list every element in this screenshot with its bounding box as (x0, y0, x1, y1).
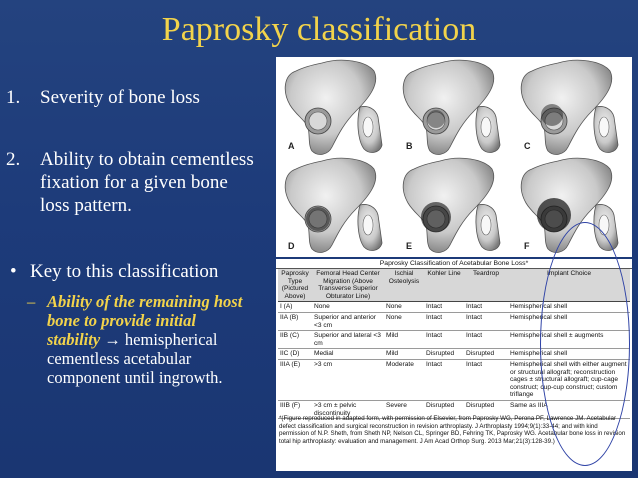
implant-choice-highlight-oval (540, 222, 630, 466)
table-cell: Same as IIIA (508, 400, 630, 418)
table-cell: IIIA (E) (278, 359, 312, 400)
table-cell: Hemispherical shell ± augments (508, 331, 630, 349)
table-cell: None (312, 302, 384, 313)
point-1-number: 1. (6, 87, 21, 108)
table-cell: Intact (424, 331, 464, 349)
pelvis-panel-d (285, 158, 382, 252)
point-2-number: 2. (6, 149, 21, 170)
slide-title: Paprosky classification (161, 11, 477, 48)
point-1-text: Severity of bone loss (40, 87, 200, 108)
header-kohler: Kohler Line (424, 269, 464, 302)
table-cell: Disrupted (424, 400, 464, 418)
sub-bullet (27, 292, 253, 387)
dash-marker: – (27, 292, 36, 311)
point-2-text: Ability to obtain cementless fixation for a given bone loss pattern. (40, 149, 254, 216)
table-cell: Moderate (384, 359, 424, 400)
table-cell: Superior and anterior <3 cm (312, 312, 384, 330)
table-cell: Intact (424, 312, 464, 330)
table-cell: >3 cm (312, 359, 384, 400)
table-cell: Intact (464, 302, 508, 313)
panel-label-c: C (524, 141, 531, 151)
table-cell: IIIB (F) (278, 400, 312, 418)
table-cell: >3 cm ± pelvic discontinuity (312, 400, 384, 418)
table-cell: Intact (464, 359, 508, 400)
key-text: Key to this classification (30, 261, 219, 282)
table-cell: Disrupted (464, 400, 508, 418)
table-cell: Intact (424, 302, 464, 313)
table-cell: Hemispherical shell (508, 302, 630, 313)
pelvis-panel-e (403, 158, 500, 252)
sub-bullet-text (47, 292, 253, 387)
header-migration: Femoral Head Center Migration (Above Transverse Superior Obturator Line) (312, 269, 384, 302)
table-cell: I (A) (278, 302, 312, 313)
panel-label-a: A (288, 141, 295, 151)
table-cell: Intact (464, 331, 508, 349)
table-cell: IIC (D) (278, 349, 312, 360)
table-cell: Mild (384, 331, 424, 349)
table-caption: Paprosky Classification of Acetabular Bone Loss* (276, 259, 632, 269)
pelvis-panel-b (403, 60, 500, 154)
header-ischial: Ischial Osteolysis (384, 269, 424, 302)
table-cell: Disrupted (424, 349, 464, 360)
header-implant: Implant Choice (508, 269, 630, 302)
header-teardrop: Teardrop (464, 269, 508, 302)
table-cell: Mild (384, 349, 424, 360)
table-cell: Severe (384, 400, 424, 418)
table-cell: Disrupted (464, 349, 508, 360)
panel-label-b: B (406, 141, 413, 151)
emphasis-text: Ability of the remaining host bone to provide initial stability (47, 292, 243, 349)
table-cell: Hemispherical shell with either augment or structural allograft; reconstruction cages ± structural allograft; cup-cage construct; cup-cup construct; custom triflange (508, 359, 630, 400)
table-footnote: *(Figure reproduced in adapted form, with permission of Elsevier, from Paprosky WG, Perona PF, Lawrence JM. Acetabular defect classification and surgical reconstruction in revision arthroplasty. J Arthroplasty 1994;9(1):33-44; and with kind permission of N.P. Sheth, from Sheth NP, Nelson CL, Springer BD, Fehring TK, Paprosky WG. Acetabular bone loss in revision total hip arthroplasty: evaluation and management. J Am Acad Orthop Surg. 2013 Mar;21(3):128-39.) (279, 415, 626, 445)
table-cell: None (384, 312, 424, 330)
header-type: Paprosky Type (Pictured Above) (278, 269, 312, 302)
panel-label-e: E (406, 241, 413, 251)
table-cell: Medial (312, 349, 384, 360)
table-cell: None (384, 302, 424, 313)
table-cell: IIA (B) (278, 312, 312, 330)
pelvis-panel-c (521, 60, 618, 154)
panel-label-f: F (524, 241, 530, 251)
arrow-icon: → (104, 330, 121, 349)
panel-label-d: D (288, 241, 295, 251)
table-cell: Hemispherical shell (508, 349, 630, 360)
table-cell: Hemispherical shell (508, 312, 630, 330)
pelvis-panel-a (285, 60, 382, 154)
table-cell: Intact (424, 359, 464, 400)
table-cell: IIB (C) (278, 331, 312, 349)
table-cell: Superior and lateral <3 cm (312, 331, 384, 349)
table-cell: Intact (464, 312, 508, 330)
sub-rest-text: hemispherical cementless acetabular component until ingrowth. (47, 330, 223, 387)
bullet-marker: • (10, 261, 17, 282)
